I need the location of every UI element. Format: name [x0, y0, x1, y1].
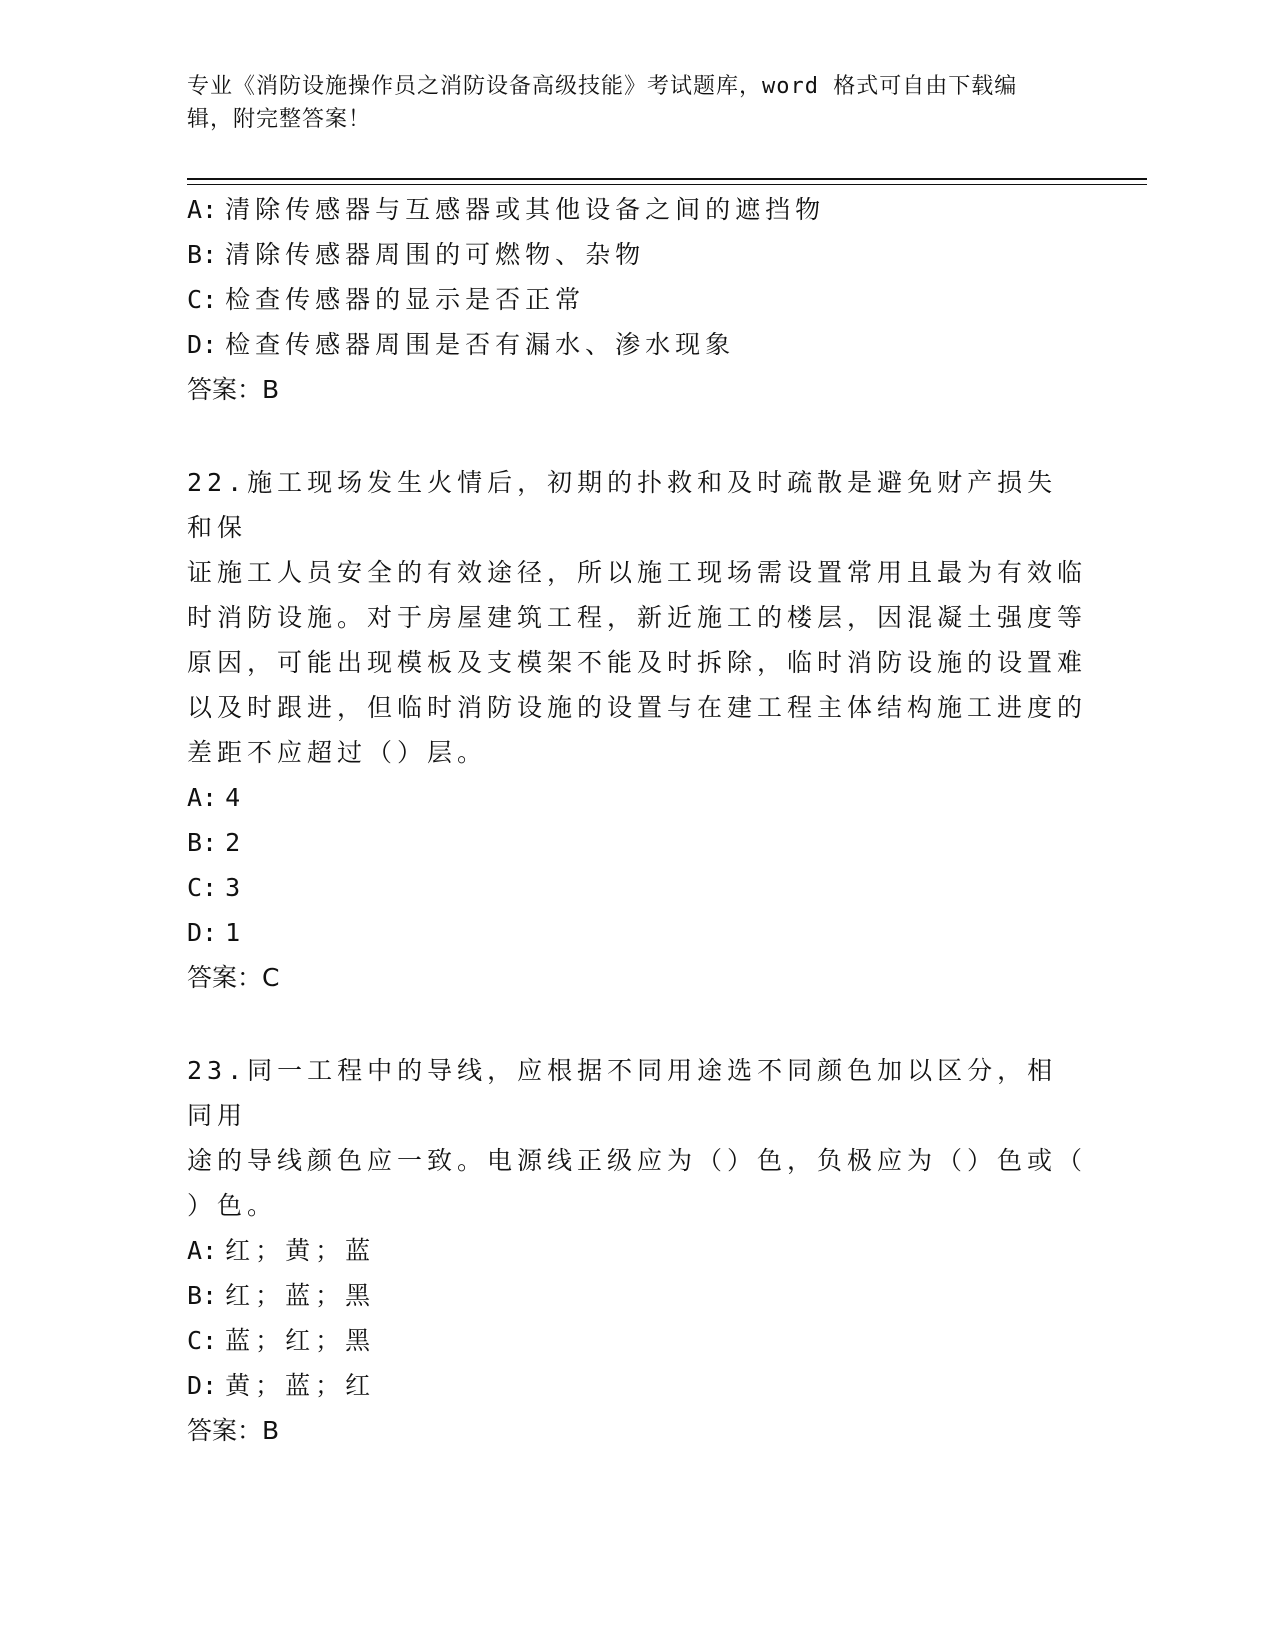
answer-line: 答案：B	[187, 375, 280, 404]
answer-line: 答案：C	[187, 963, 280, 992]
option-d: D: 黄；蓝；红	[187, 1371, 376, 1400]
header-rule-thick	[187, 178, 1147, 180]
question-text	[187, 1048, 1087, 1228]
option-c: C: 检查传感器的显示是否正常	[187, 285, 586, 314]
question-text	[187, 460, 1087, 775]
option-d: D: 检查传感器周围是否有漏水、渗水现象	[187, 330, 736, 359]
header-line-2: 辑，附完整答案！	[187, 107, 372, 132]
option-c: C: 3	[187, 873, 246, 902]
option-c: C: 蓝；红；黑	[187, 1326, 376, 1355]
question-line: 以及时跟进，但临时消防设施的设置与在建工程主体结构施工进度的	[187, 693, 1088, 722]
question-line: 途的导线颜色应一致。电源线正级应为（）色，负极应为（）色或（	[187, 1146, 1088, 1175]
question-line: 23.同一工程中的导线，应根据不同用途选不同颜色加以区分，相同用	[187, 1056, 1058, 1130]
question-block-22	[187, 460, 1087, 1000]
option-b: B: 2	[187, 828, 246, 857]
question-line: 22.施工现场发生火情后，初期的扑救和及时疏散是避免财产损失和保	[187, 468, 1058, 542]
option-a: A: 清除传感器与互感器或其他设备之间的遮挡物	[187, 195, 826, 224]
question-line: 差距不应超过（）层。	[187, 738, 488, 767]
answer-line: 答案：B	[187, 1416, 280, 1445]
header-line-1: 专业《消防设施操作员之消防设备高级技能》考试题库，word 格式可自由下载编	[187, 74, 1018, 99]
option-a: A: 红；黄；蓝	[187, 1236, 376, 1265]
option-d: D: 1	[187, 918, 246, 947]
option-a: A: 4	[187, 783, 246, 812]
option-b: B: 红；蓝；黑	[187, 1281, 376, 1310]
question-block-21	[187, 187, 1087, 412]
document-header	[187, 70, 1067, 136]
question-line: 时消防设施。对于房屋建筑工程，新近施工的楼层，因混凝土强度等	[187, 603, 1088, 632]
document-body	[187, 187, 1087, 1453]
question-line: 证施工人员安全的有效途径，所以施工现场需设置常用且最为有效临	[187, 558, 1088, 587]
option-b: B: 清除传感器周围的可燃物、杂物	[187, 240, 646, 269]
question-block-23	[187, 1048, 1087, 1453]
header-rule-thin	[187, 184, 1147, 185]
question-line: ）色。	[187, 1191, 278, 1220]
question-line: 原因，可能出现模板及支模架不能及时拆除，临时消防设施的设置难	[187, 648, 1088, 677]
